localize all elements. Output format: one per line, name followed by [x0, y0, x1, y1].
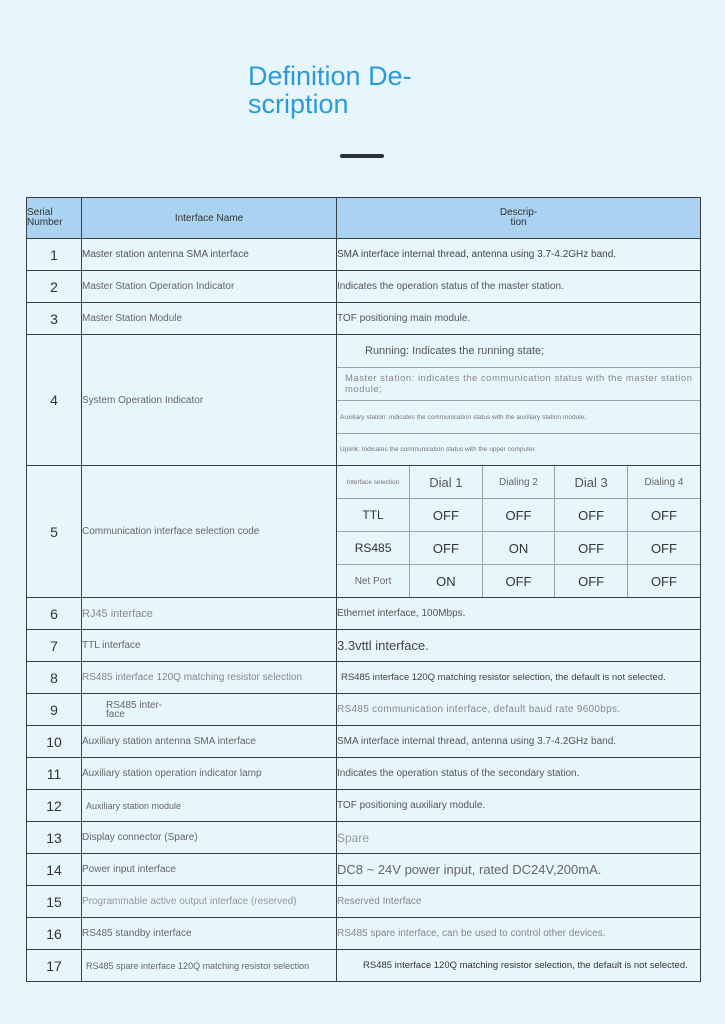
interface-description: RS485 interface 120Q matching resistor selection, the default is not selected.: [337, 662, 701, 694]
interface-name: Communication interface selection code: [82, 466, 337, 598]
table-row: [27, 790, 701, 822]
description-header-line-1: Descrip-: [499, 207, 538, 218]
serial-number: 7: [27, 630, 82, 662]
interface-description: SMA interface internal thread, antenna using 3.7-4.2GHz band.: [337, 239, 701, 271]
dial-state: ON: [482, 532, 555, 565]
interface-name: Master station antenna SMA interface: [82, 239, 337, 271]
dial-row-ttl: [337, 499, 700, 532]
serial-number: 1: [27, 239, 82, 271]
table-row: [27, 726, 701, 758]
column-header-interface-name: Interface Name: [82, 198, 337, 239]
title-underline-divider: [340, 154, 384, 158]
dial-switch-table: [337, 466, 700, 597]
serial-number: 6: [27, 598, 82, 630]
dial-state: OFF: [627, 532, 700, 565]
indicator-master-description: Master station: indicates the communication status with the master station module;: [337, 368, 700, 401]
table-row: [27, 950, 701, 982]
interface-description: TOF positioning main module.: [337, 303, 701, 335]
table-row: [27, 271, 701, 303]
interface-name: Programmable active output interface (reserved): [82, 886, 337, 918]
serial-number: 13: [27, 822, 82, 854]
interface-description: [337, 335, 701, 466]
table-row: [27, 918, 701, 950]
dial-state: OFF: [650, 573, 677, 589]
dial-header-1: Dial 1: [410, 466, 483, 499]
column-header-description: [337, 198, 701, 239]
table-row: [27, 239, 701, 271]
serial-number: 9: [27, 694, 82, 726]
interface-description: Indicates the operation status of the master station.: [337, 271, 701, 303]
serial-number: 16: [27, 918, 82, 950]
interface-name: TTL interface: [82, 630, 337, 662]
indicator-running-description: Running: Indicates the running state;: [337, 335, 700, 368]
interface-name-line-1: RS485 inter-: [106, 699, 163, 711]
interface-name: RS485 standby interface: [82, 918, 337, 950]
interface-description: Reserved Interface: [337, 886, 701, 918]
interface-description: DC8 ~ 24V power input, rated DC24V,200mA.: [337, 854, 701, 886]
serial-number: 2: [27, 271, 82, 303]
interface-definition-table: [26, 197, 701, 982]
table-row: [27, 630, 701, 662]
dial-header-2: Dialing 2: [482, 466, 555, 499]
interface-description: TOF positioning auxiliary module.: [337, 790, 701, 822]
dial-state: OFF: [410, 499, 483, 532]
interface-description: SMA interface internal thread, antenna using 3.7-4.2GHz band.: [337, 726, 701, 758]
dial-row-label: TTL: [337, 499, 410, 532]
dial-row-label: Net Port: [337, 565, 410, 598]
interface-name: Master Station Module: [82, 303, 337, 335]
dial-state: OFF: [555, 565, 628, 598]
dial-header-3: Dial 3: [555, 466, 628, 499]
table-row: [27, 303, 701, 335]
table-row: [27, 466, 701, 598]
interface-name: RJ45 interface: [82, 598, 337, 630]
interface-description: Spare: [337, 822, 701, 854]
dial-state: OFF: [482, 565, 555, 598]
interface-description: 3.3vttl interface.: [337, 630, 701, 662]
serial-number: 14: [27, 854, 82, 886]
serial-number: 12: [27, 790, 82, 822]
indicator-uplink-description: Uplink: Indicates the communication status with the upper computer.: [340, 446, 537, 453]
dial-state: ON: [410, 565, 483, 598]
interface-name-line-2: face: [106, 708, 125, 720]
serial-number: 8: [27, 662, 82, 694]
serial-number: 10: [27, 726, 82, 758]
dial-row-label: RS485: [337, 532, 410, 565]
interface-name: Power input interface: [82, 854, 337, 886]
description-header-line-2: tion: [510, 217, 527, 228]
table-row: [27, 854, 701, 886]
interface-description: [337, 466, 701, 598]
interface-description: RS485 communication interface, default baud rate 9600bps.: [337, 694, 701, 726]
interface-name: Auxiliary station module: [82, 790, 337, 822]
serial-number: 17: [27, 950, 82, 982]
serial-number: 3: [27, 303, 82, 335]
serial-number: 5: [27, 466, 82, 598]
interface-name: [82, 694, 337, 726]
table-row: [27, 694, 701, 726]
serial-number: 11: [27, 758, 82, 790]
dial-state: OFF: [627, 499, 700, 532]
dial-state: OFF: [555, 532, 628, 565]
interface-name: Auxiliary station operation indicator lamp: [82, 758, 337, 790]
serial-number: 4: [27, 335, 82, 466]
page-title: [248, 62, 412, 118]
interface-name: System Operation Indicator: [82, 335, 337, 466]
interface-name: Display connector (Spare): [82, 822, 337, 854]
interface-name: RS485 interface 120Q matching resistor selection: [82, 662, 337, 694]
interface-description: Ethernet interface, 100Mbps.: [337, 598, 701, 630]
dial-state: OFF: [555, 499, 628, 532]
table-row: [27, 598, 701, 630]
dial-header-interface-selection: Interface selection: [337, 466, 410, 499]
page-title-line-2: scription: [248, 89, 349, 119]
interface-description: RS485 interface 120Q matching resistor selection, the default is not selected.: [337, 950, 701, 982]
dial-state: OFF: [482, 499, 555, 532]
interface-description: RS485 spare interface, can be used to control other devices.: [337, 918, 701, 950]
dial-state: OFF: [410, 532, 483, 565]
dial-row-net-port: [337, 565, 700, 598]
indicator-auxiliary-description: Auxiliary station: indicates the communication status with the auxiliary station module;: [337, 401, 700, 434]
column-header-serial-number: [27, 198, 82, 239]
dial-header-row: [337, 466, 700, 499]
interface-name: Master Station Operation Indicator: [82, 271, 337, 303]
interface-name: Auxiliary station antenna SMA interface: [82, 726, 337, 758]
table-row: [27, 662, 701, 694]
table-row: [27, 758, 701, 790]
dial-header-4: Dialing 4: [627, 466, 700, 499]
table-row: [27, 822, 701, 854]
table-header-row: [27, 198, 701, 239]
page-title-line-1: Definition De-: [248, 61, 412, 91]
table-row: [27, 886, 701, 918]
interface-description: Indicates the operation status of the secondary station.: [337, 758, 701, 790]
serial-header-line-2: Number: [27, 217, 63, 228]
interface-name: RS485 spare interface 120Q matching resistor selection: [82, 950, 337, 982]
dial-row-rs485: [337, 532, 700, 565]
table-row: [27, 335, 701, 466]
serial-number: 15: [27, 886, 82, 918]
indicator-description-list: [337, 335, 700, 465]
serial-header-line-1: Serial: [27, 207, 53, 218]
